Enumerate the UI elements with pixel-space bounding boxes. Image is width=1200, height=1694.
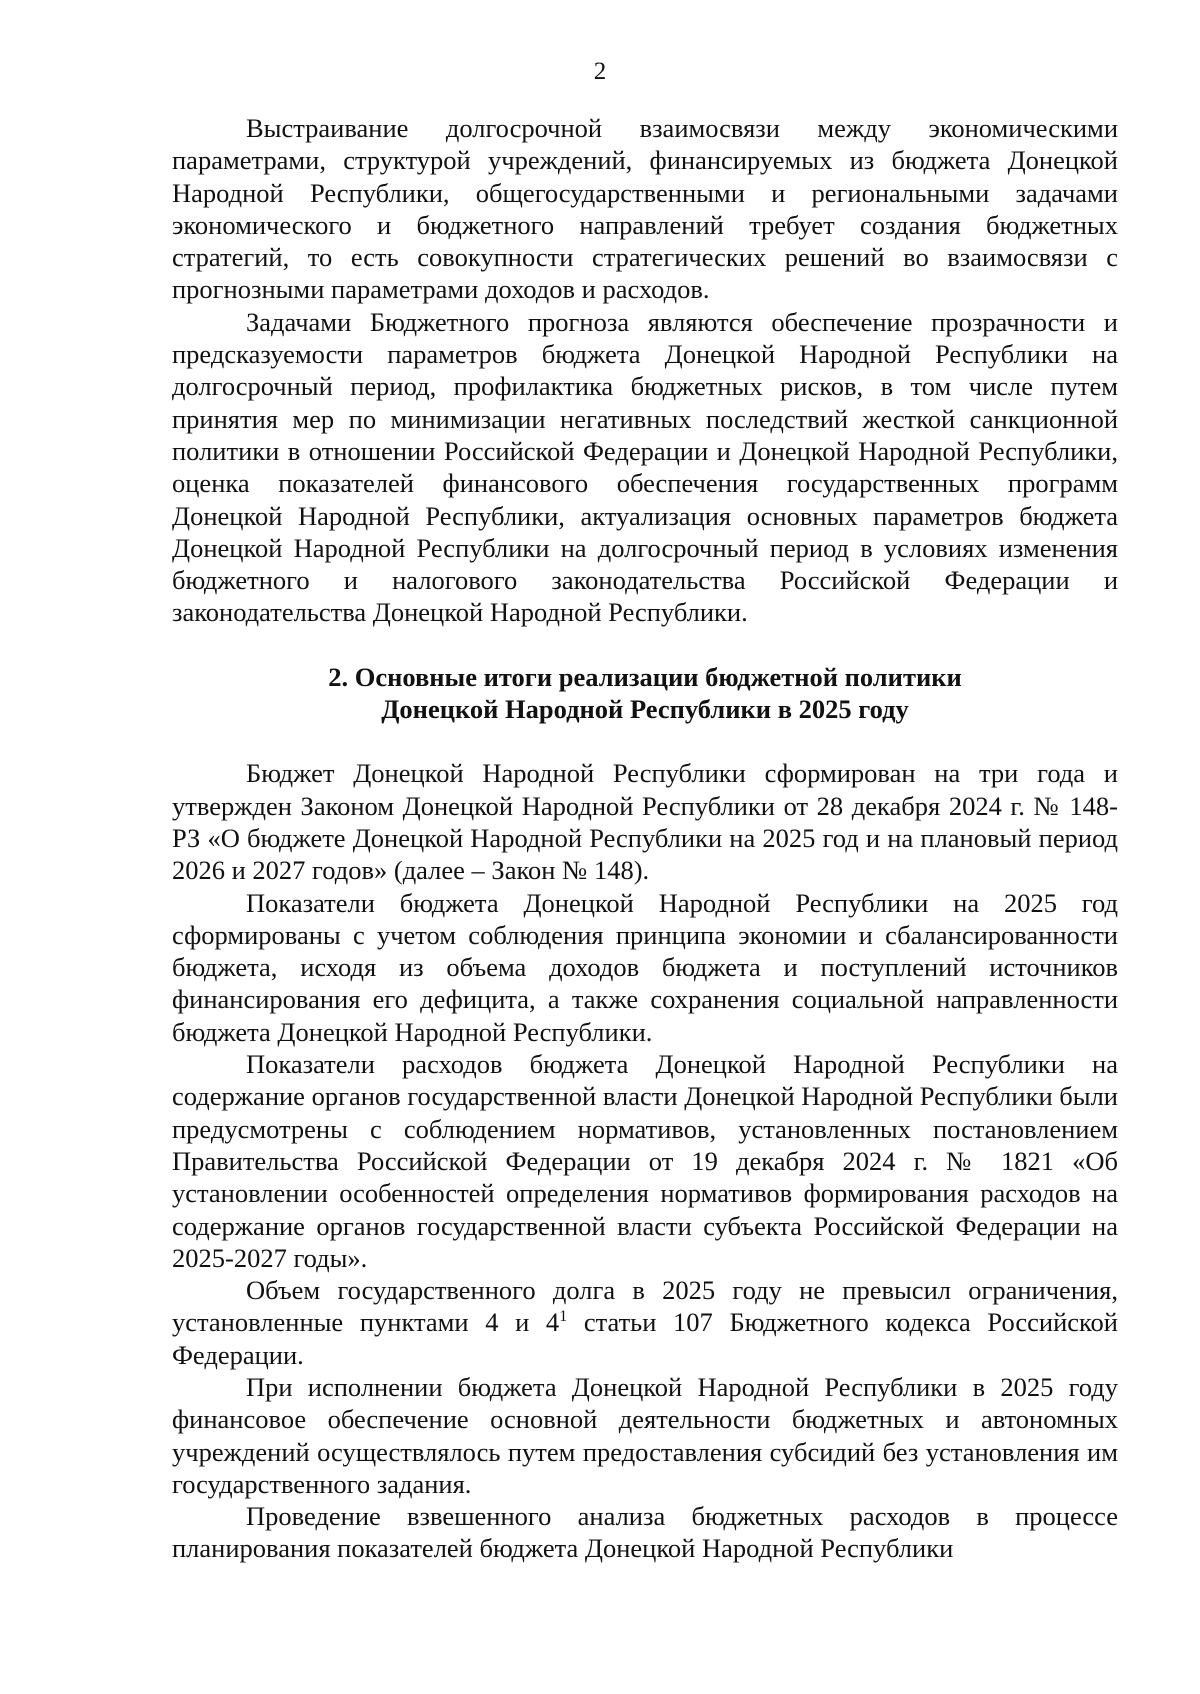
paragraph-expense-analysis: Проведение взвешенного анализа бюджетных расходов в процессе планирования показателей бюджета Донецкой Народной Республики xyxy=(172,1501,1118,1564)
paragraph-subsidies: При исполнении бюджета Донецкой Народной Республики в 2025 году финансовое обеспечение основной деятельности бюджетных и автономных учреждений осуществлялось путем предоставления субсидий без установления им государственного задания. xyxy=(172,1371,1118,1499)
section-heading-line-2: Донецкой Народной Республики в 2025 году xyxy=(381,694,909,725)
section-heading-line-1: 2. Основные итоги реализации бюджетной политики xyxy=(328,661,962,692)
superscript-marker: 1 xyxy=(559,1308,568,1326)
paragraph-intro-1: Выстраивание долгосрочной взаимосвязи между экономическими параметрами, структурой учреждений, финансируемых из бюджета Донецкой Народной Республики, общегосударственными и региональными задачами экономического и бюджетного направлений требует создания бюджетных стратегий, то есть совокупности стратегических решений во взаимосвязи с прогнозными параметрами доходов и расходов. xyxy=(172,113,1118,305)
state-debt-text-before: Объем государственного долга в 2025 году не превысил ограничения, установленные пунктами 4 и 4 xyxy=(172,1275,1118,1338)
paragraph-budget-indicators: Показатели бюджета Донецкой Народной Республики на 2025 год сформированы с учетом соблюдения принципа экономии и сбалансированности бюджета, исходя из объема доходов бюджета и поступлений источников финансирования его дефицита, а также сохранения социальной направленности бюджета Донецкой Народной Республики. xyxy=(172,887,1118,1047)
paragraph-expense-standards: Показатели расходов бюджета Донецкой Народной Республики на содержание органов государственной власти Донецкой Народной Республики были предусмотрены с соблюдением нормативов, установленных постановлением Правительства Российской Федерации от 19 декабря 2024 г. № 1821 «Об установлении особенностей определения нормативов формирования расходов на содержание органов государственной власти субъекта Российской Федерации на 2025-2027 годы». xyxy=(172,1049,1118,1273)
paragraph-budget-law: Бюджет Донецкой Народной Республики сформирован на три года и утвержден Законом Донецкой Народной Республики от 28 декабря 2024 г. № 148-РЗ «О бюджете Донецкой Народной Республики на 2025 год и на плановый период 2026 и 2027 годов» (далее – Закон № 148). xyxy=(172,758,1118,886)
state-debt-text-after: статьи 107 Бюджетного кодекса Российской Федерации. xyxy=(172,1307,1118,1370)
section-heading xyxy=(172,661,1118,726)
paragraph-intro-2: Задачами Бюджетного прогноза являются обеспечение прозрачности и предсказуемости параметров бюджета Донецкой Народной Республики на долгосрочный период, профилактика бюджетных рисков, в том числе путем принятия мер по минимизации негативных последствий жесткой санкционной политики в отношении Российской Федерации и Донецкой Народной Республики, оценка показателей финансового обеспечения государственных программ Донецкой Народной Республики, актуализация основных параметров бюджета Донецкой Народной Республики на долгосрочный период в условиях изменения бюджетного и налогового законодательства Российской Федерации и законодательства Донецкой Народной Республики. xyxy=(172,306,1118,628)
page-number: 2 xyxy=(593,58,607,85)
paragraph-state-debt xyxy=(172,1274,1118,1371)
document-body xyxy=(172,112,1118,1565)
